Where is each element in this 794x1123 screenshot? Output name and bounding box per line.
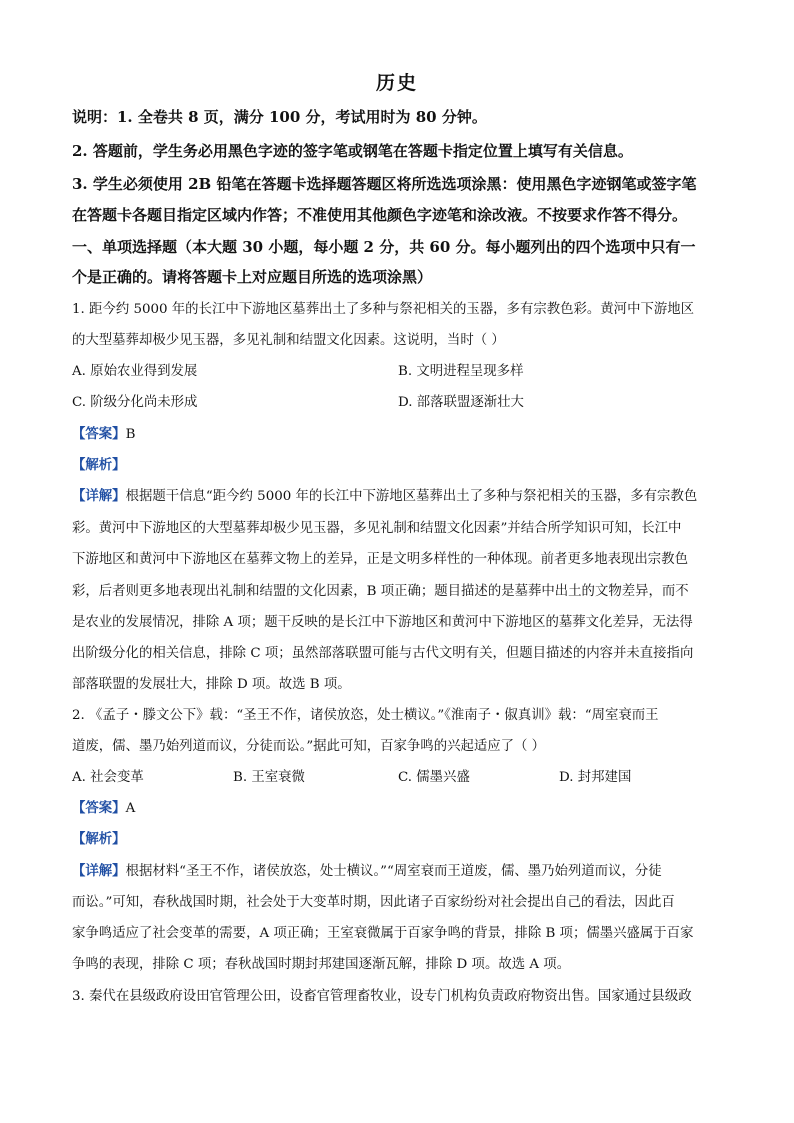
detail-tag: 【详解】 <box>72 488 126 504</box>
instruction-line: 2. 答题前，学生务必用黑色字迹的签字笔或钢笔在答题卡指定位置上填写有关信息。 <box>72 142 633 160</box>
option-b: B. 文明进程呈现多样 <box>398 364 524 379</box>
question-stem: 3. 秦代在县级政府设田官管理公田，设畜官管理畜牧业，设专门机构负责政府物资出售。国家通过县级政 <box>72 989 692 1004</box>
detail-text: 争鸣的表现，排除 C 项；春秋战国时期封邦建国逐渐瓦解，排除 D 项。故选 A 项。 <box>72 957 571 972</box>
answer-tag: 【答案】 <box>72 800 126 816</box>
answer-value: B <box>125 427 136 442</box>
detail-text: 是农业的发展情况，排除 A 项；题干反映的是长江中下游地区和黄河中下游地区的墓葬文化差异，无法得 <box>72 615 693 630</box>
analysis-tag: 【解析】 <box>72 457 126 473</box>
answer-line <box>72 797 135 816</box>
question-stem: 1. 距今约 5000 年的长江中下游地区墓葬出土了多种与祭祀相关的玉器，多有宗教色彩。黄河中下游地区 <box>72 302 695 317</box>
option-c: C. 阶级分化尚未形成 <box>72 395 198 410</box>
analysis-tag: 【解析】 <box>72 831 126 847</box>
option-c: C. 儒墨兴盛 <box>398 770 470 785</box>
option-b: B. 王室衰微 <box>233 770 305 785</box>
section-heading: 一、单项选择题（本大题 30 小题，每小题 2 分，共 60 分。每小题列出的四个选项中只有一 <box>72 238 696 256</box>
detail-text: 而讼。”可知，春秋战国时期，社会处于大变革时期，因此诸子百家纷纷对社会提出自己的看法，因此百 <box>72 895 675 910</box>
detail-text: 根据材料“圣王不作，诸侯放恣，处士横议。”“周室衰而王道废，儒、墨乃始列道而议，分徒 <box>125 864 662 879</box>
instruction-line: 在答题卡各题目指定区域内作答；不准使用其他颜色字迹笔和涂改液。不按要求作答不得分。 <box>72 206 688 224</box>
answer-tag: 【答案】 <box>72 426 126 442</box>
instruction-line: 3. 学生必须使用 2B 铅笔在答题卡选择题答题区将所选选项涂黑：使用黑色字迹钢笔或签字笔 <box>72 175 697 193</box>
question-stem: 的大型墓葬却极少见玉器，多见礼制和结盟文化因素。这说明，当时（ ） <box>72 333 505 348</box>
option-a: A. 社会变革 <box>72 770 144 785</box>
option-a: A. 原始农业得到发展 <box>72 364 198 379</box>
detail-text: 出阶级分化的相关信息，排除 C 项；虽然部落联盟可能与古代文明有关，但题目描述的内容并未直接指向 <box>72 646 694 661</box>
detail-text: 根据题干信息“距今约 5000 年的长江中下游地区墓葬出土了多种与祭祀相关的玉器，多有宗教色 <box>125 489 698 504</box>
instruction-line: 说明：1. 全卷共 8 页，满分 100 分，考试用时为 80 分钟。 <box>72 108 487 126</box>
detail-tag: 【详解】 <box>72 863 126 879</box>
detail-text: 彩，后者则更多地表现出礼制和结盟的文化因素，B 项正确；题目描述的是墓葬中出土的文物差异，而不 <box>72 584 689 599</box>
detail-text: 部落联盟的发展壮大，排除 D 项。故选 B 项。 <box>72 677 351 692</box>
answer-line <box>72 423 135 442</box>
section-heading: 个是正确的。请将答题卡上对应题目所选的选项涂黑） <box>72 268 433 286</box>
option-d: D. 封邦建国 <box>559 770 632 785</box>
answer-value: A <box>125 801 136 816</box>
detail-text: 下游地区和黄河中下游地区在墓葬文物上的差异，正是文明多样性的一种体现。前者更多地表现出宗教色 <box>72 552 688 567</box>
detail-line <box>72 485 697 504</box>
detail-text: 彩。黄河中下游地区的大型墓葬却极少见玉器，多见礼制和结盟文化因素”并结合所学知识可知，长江中 <box>72 521 682 536</box>
option-d: D. 部落联盟逐渐壮大 <box>398 395 524 410</box>
question-stem: 2. 《孟子・滕文公下》载：“圣王不作，诸侯放恣，处士横议。”《淮南子・俶真训》载：“周室衰而王 <box>72 708 659 723</box>
detail-text: 家争鸣适应了社会变革的需要，A 项正确；王室衰微属于百家争鸣的背景，排除 B 项；儒墨兴盛属于百家 <box>72 926 694 941</box>
question-stem: 道废，儒、墨乃始列道而议，分徒而讼。”据此可知，百家争鸣的兴起适应了（ ） <box>72 739 546 754</box>
page-title: 历史 <box>375 72 418 94</box>
detail-line <box>72 860 662 879</box>
